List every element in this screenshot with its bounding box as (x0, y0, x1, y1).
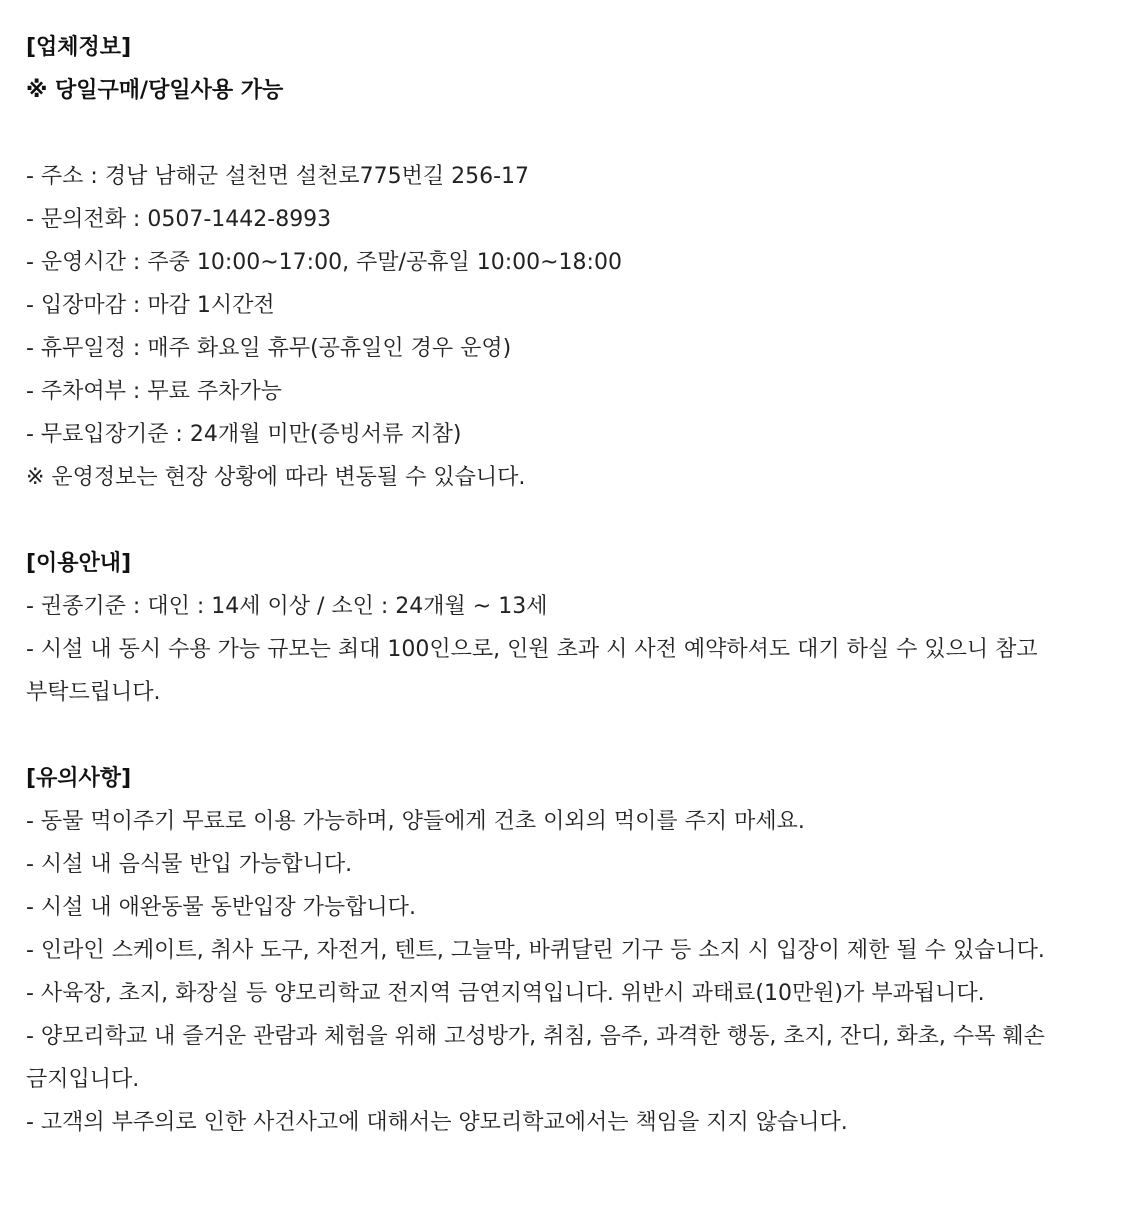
feeding-line: - 동물 먹이주기 무료로 이용 가능하며, 양들에게 건초 이외의 먹이를 주지 마세요. (26, 809, 805, 834)
liability-line: - 고객의 부주의로 인한 사건사고에 대해서는 양모리학교에서는 책임을 지지 않습니다. (26, 1110, 848, 1135)
last-entry-line: - 입장마감 : 마감 1시간전 (26, 293, 275, 318)
spacer (26, 112, 1106, 155)
company-info-heading: [업체정보] (26, 35, 132, 60)
ticket-type-line: - 권종기준 : 대인 : 14세 이상 / 소인 : 24개월 ~ 13세 (26, 594, 548, 619)
spacer (26, 499, 1106, 542)
phone-line: - 문의전화 : 0507-1442-8993 (26, 207, 332, 232)
food-line: - 시설 내 음식물 반입 가능합니다. (26, 852, 353, 877)
address-line: - 주소 : 경남 남해군 설천면 설천로775번길 256-17 (26, 164, 529, 189)
hours-line: - 운영시간 : 주중 10:00~17:00, 주말/공휴일 10:00~18:00 (26, 250, 622, 275)
parking-line: - 주차여부 : 무료 주차가능 (26, 379, 282, 404)
spacer (26, 714, 1106, 757)
info-change-notice: ※ 운영정보는 현장 상황에 따라 변동될 수 있습니다. (26, 465, 526, 490)
usage-guide-heading: [이용안내] (26, 551, 132, 576)
closed-days-line: - 휴무일정 : 매주 화요일 휴무(공휴일인 경우 운영) (26, 336, 512, 361)
capacity-line: - 시설 내 동시 수용 가능 규모는 최대 100인으로, 인원 초과 시 사전 예약하셔도 대기 하실 수 있으니 참고 부탁드립니다. (26, 637, 1038, 705)
cautions-heading: [유의사항] (26, 766, 132, 791)
prohibited-behavior-line: - 양모리학교 내 즐거운 관람과 체험을 위해 고성방가, 취침, 음주, 과격한 행동, 초지, 잔디, 화초, 수목 훼손 금지입니다. (26, 1024, 1045, 1092)
free-admission-line: - 무료입장기준 : 24개월 미만(증빙서류 지참) (26, 422, 462, 447)
info-document (26, 26, 1106, 1144)
no-smoking-line: - 사육장, 초지, 화장실 등 양모리학교 전지역 금연지역입니다. 위반시 과태료(10만원)가 부과됩니다. (26, 981, 985, 1006)
pets-line: - 시설 내 애완동물 동반입장 가능합니다. (26, 895, 416, 920)
same-day-notice: ※ 당일구매/당일사용 가능 (26, 78, 284, 103)
restricted-items-line: - 인라인 스케이트, 취사 도구, 자전거, 텐트, 그늘막, 바퀴달린 기구 등 소지 시 입장이 제한 될 수 있습니다. (26, 938, 1045, 963)
